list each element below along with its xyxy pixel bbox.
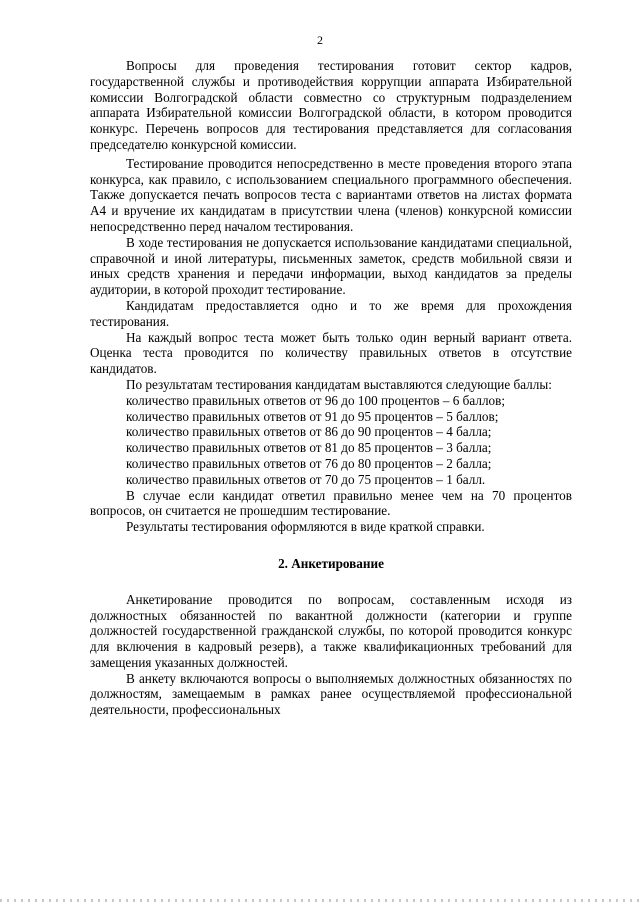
score-line-3: количество правильных ответов от 81 до 85 процентов – 3 балла; [126, 440, 492, 456]
section-heading-questionnaire: 2. Анкетирование [278, 555, 384, 571]
paragraph-test-results: Результаты тестирования оформляются в виде краткой справки. [126, 519, 485, 535]
paragraph-failed-test: В случае если кандидат ответил правильно менее чем на 70 процентов вопросов, он считается не прошедшим тестирование. [90, 487, 572, 519]
paragraph-scores-intro: По результатам тестирования кандидатам выставляются следующие баллы: [126, 376, 552, 392]
paragraph-test-restrictions: В ходе тестирования не допускается использование кандидатами специальной, справочной и иной литературы, письменных заметок, средств мобильной связи и иных средств хранения и передачи информации, выход кандидатов за пределы аудитории, в которой проходит тестирование. [90, 234, 572, 298]
paragraph-questionnaire-basis: Анкетирование проводится по вопросам, составленным исходя из должностных обязанностей по вакантной должности (категории и группе должностей государственной гражданской службы, по которой проводится конкурс для включения в кадровый резерв), а также квалификационных требований для замещения указанных должностей. [90, 591, 572, 670]
page-number: 2 [317, 33, 323, 47]
paragraph-test-time: Кандидатам предоставляется одно и то же время для прохождения тестирования. [90, 297, 572, 329]
paragraph-questionnaire-content: В анкету включаются вопросы о выполняемых должностных обязанностях по должностям, замещаемым в рамках ранее осуществляемой профессиональной деятельности, профессиональных [90, 670, 572, 718]
document-body [90, 58, 572, 718]
score-line-5: количество правильных ответов от 91 до 95 процентов – 5 баллов; [126, 408, 499, 424]
paragraph-test-questions: Вопросы для проведения тестирования готовит сектор кадров, государственной службы и противодействия коррупции аппарата Избирательной комиссии Волгоградской области совместно со структурным подразделением аппарата Избирательной комиссии Волгоградской области, в котором проводится конкурс. Перечень вопросов для тестирования представляется для согласования председателю конкурсной комиссии. [90, 58, 572, 152]
score-line-1: количество правильных ответов от 70 до 75 процентов – 1 балл. [126, 471, 486, 487]
scan-edge-artifact [0, 899, 640, 902]
score-line-4: количество правильных ответов от 86 до 90 процентов – 4 балла; [126, 424, 492, 440]
score-line-2: количество правильных ответов от 76 до 80 процентов – 2 балла; [126, 455, 492, 471]
paragraph-test-procedure: Тестирование проводится непосредственно в месте проведения второго этапа конкурса, как правило, с использованием специального программного обеспечения. Также допускается печать вопросов теста с вариантами ответов на листах формата А4 и вручение их кандидатам в присутствии члена (членов) конкурсной комиссии непосредственно перед началом тестирования. [90, 155, 572, 234]
score-line-6: количество правильных ответов от 96 до 100 процентов – 6 баллов; [126, 392, 506, 408]
paragraph-test-evaluation: На каждый вопрос теста может быть только один верный вариант ответа. Оценка теста проводится по количеству правильных ответов в отсутствие кандидатов. [90, 329, 572, 377]
